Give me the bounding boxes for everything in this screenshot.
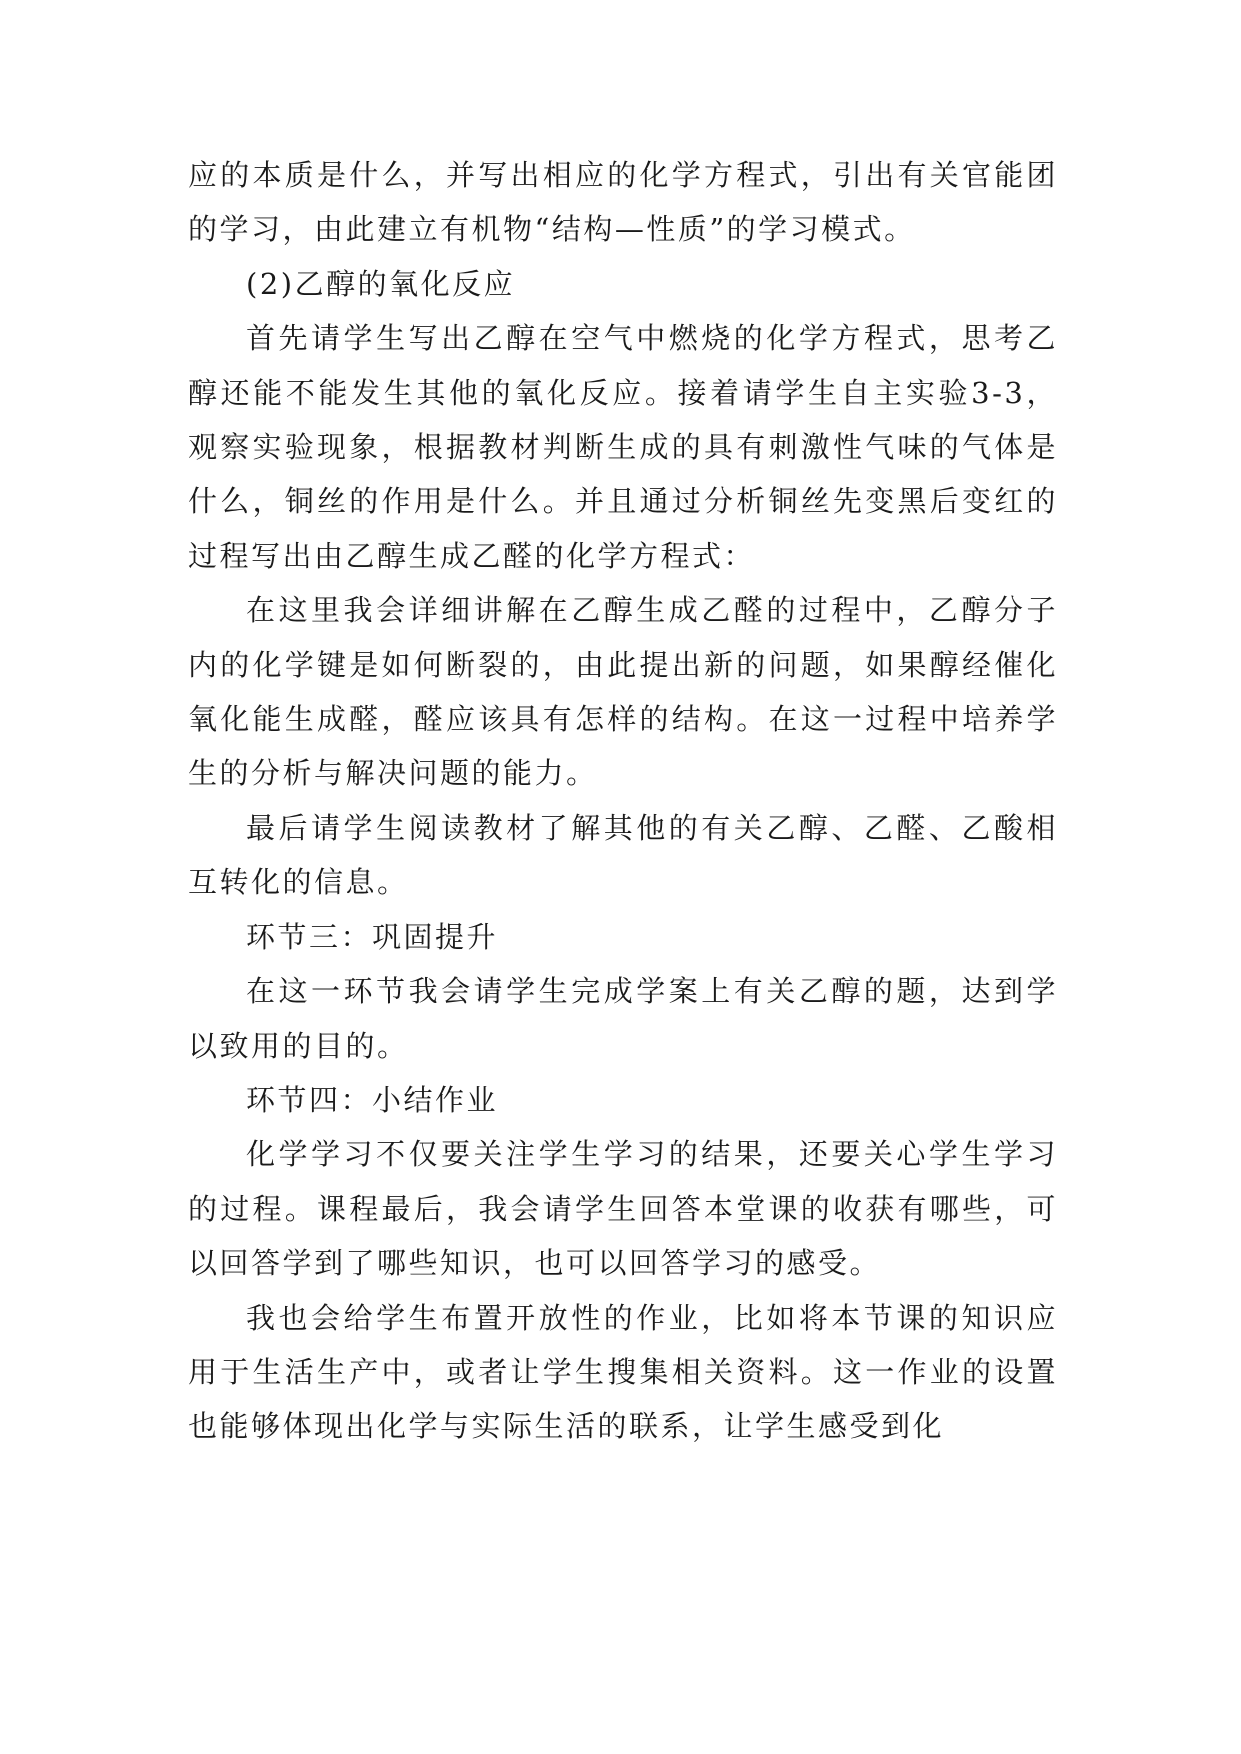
paragraph-continuation: 应的本质是什么，并写出相应的化学方程式，引出有关官能团的学习，由此建立有机物“结构—性质”的学习模式。 (188, 158, 1058, 247)
paragraph-summary: 化学学习不仅要关注学生学习的结果，还要关心学生学习的过程。课程最后，我会请学生回答本堂课的收获有哪些，可以回答学到了哪些知识，也可以回答学习的感受。 (188, 1137, 1058, 1281)
paragraph-reading: 最后请学生阅读教材了解其他的有关乙醇、乙醛、乙酸相互转化的信息。 (188, 810, 1058, 900)
paragraph-combustion: 首先请学生写出乙醇在空气中燃烧的化学方程式，思考乙醇还能不能发生其他的氧化反应。接着请学生自主实验3-3，观察实验现象，根据教材判断生成的具有刺激性气味的气体是什么，铜丝的作用是什么。并且通过分析铜丝先变黑后变红的过程写出由乙醇生成乙醛的化学方程式： (188, 321, 1058, 573)
section-heading-oxidation: (2)乙醇的氧化反应 (246, 266, 516, 301)
paragraph-homework: 我也会给学生布置开放性的作业，比如将本节课的知识应用于生活生产中，或者让学生搜集相关资料。这一作业的设置也能够体现出化学与实际生活的联系，让学生感受到化 (188, 1300, 1058, 1444)
section-heading-step4: 环节四：小结作业 (246, 1082, 499, 1117)
section-heading-step3: 环节三：巩固提升 (246, 919, 499, 954)
document-body (188, 148, 1058, 1454)
paragraph-explanation: 在这里我会详细讲解在乙醇生成乙醛的过程中，乙醇分子内的化学键是如何断裂的，由此提出新的问题，如果醇经催化氧化能生成醛，醛应该具有怎样的结构。在这一过程中培养学生的分析与解决问题的能力。 (188, 593, 1058, 791)
paragraph-practice: 在这一环节我会请学生完成学案上有关乙醇的题，达到学以致用的目的。 (188, 974, 1058, 1063)
